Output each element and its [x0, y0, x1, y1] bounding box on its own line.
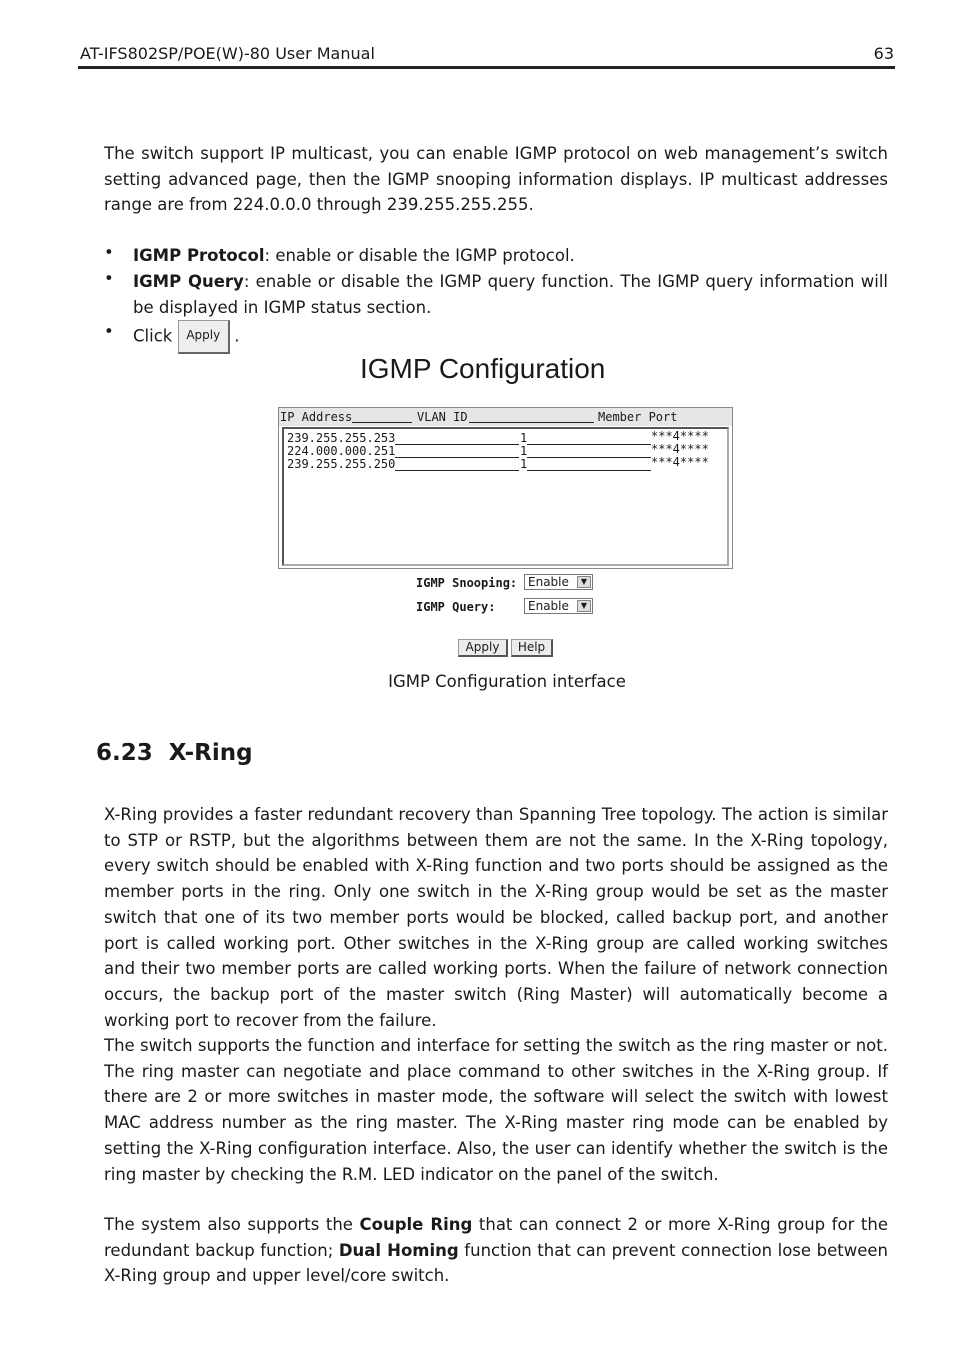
intro-paragraph: The switch support IP multicast, you can enable IGMP protocol on web management’s switch setting advanced page, then the IGMP snooping information displays. IP multicast addresses range are from 224.0.0.0 through 239.255.255.255.	[104, 144, 888, 215]
row-ports: ***4****	[651, 442, 709, 456]
igmp-snooping-value: Enable	[528, 575, 569, 589]
list-item[interactable]	[287, 455, 717, 471]
xring-paragraph-1: X-Ring provides a faster redundant recovery than Spanning Tree topology. The action is similar to STP or RSTP, but the algorithms between them are not the same. In the X-Ring topology, every switch should be enabled with X-Ring function and two ports should be assigned as the member ports in the ring. Only one switch in the X-Ring group would be set as the master switch that one of its two member ports would be blocked, called backup port, and another port is called working port. Other switches in the X-Ring group are called working switches and their two member ports are called working ports. When the failure of network connection occurs, the backup port of the master switch (Ring Master) will automatically become a working port to recover from the failure.	[104, 805, 888, 1030]
bullet-prefix: Click	[133, 326, 173, 346]
section-title: X-Ring	[168, 740, 253, 766]
igmp-snooping-select[interactable]	[524, 574, 593, 590]
igmp-group-list[interactable]	[282, 427, 729, 566]
row-vlan: 1	[520, 431, 528, 445]
figure-title: IGMP Configuration	[360, 353, 606, 384]
bullet-click-apply	[133, 320, 888, 354]
igmp-query-value: Enable	[528, 599, 569, 613]
bullet-term: IGMP Query	[133, 272, 244, 291]
help-button[interactable]: Help	[511, 639, 553, 657]
xring-p3-text: The system also supports the	[104, 1215, 360, 1234]
figure-caption: IGMP Configuration interface	[388, 672, 626, 691]
xring-p3-text: function that can prevent connection lose between X-Ring group and upper level/core switch.	[104, 1240, 888, 1286]
column-member-port: Member Port	[598, 410, 678, 424]
igmp-status-panel	[278, 407, 733, 569]
row-ip: 239.255.255.253	[287, 431, 396, 445]
bullet-igmp-protocol	[133, 243, 888, 269]
xring-paragraph-3	[104, 1212, 888, 1289]
igmp-table-header	[279, 408, 732, 426]
dual-homing-term: Dual Homing	[338, 1240, 459, 1260]
apply-button[interactable]: Apply	[458, 639, 508, 657]
header-title: AT-IFS802SP/POE(W)-80 User Manual	[80, 44, 375, 63]
bullet-marker: •	[104, 269, 114, 288]
column-vlan-id: VLAN ID	[417, 410, 468, 424]
row-ip: 224.000.000.251	[287, 444, 396, 458]
row-vlan: 1	[520, 457, 528, 471]
igmp-query-label: IGMP Query:	[416, 600, 496, 614]
bullet-suffix: .	[234, 326, 240, 346]
inline-apply-button[interactable]: Apply	[178, 320, 230, 354]
bullet-igmp-query	[133, 269, 888, 320]
igmp-snooping-label: IGMP Snooping:	[416, 576, 518, 590]
row-ip: 239.255.255.250	[287, 457, 396, 471]
header-rule	[78, 66, 895, 69]
column-ip-address: IP Address	[280, 410, 353, 424]
bullet-marker: •	[104, 243, 114, 262]
xring-p3-text: that can connect 2 or more X-Ring group for the redundant backup function;	[104, 1215, 889, 1260]
bullet-term: IGMP Protocol	[133, 246, 265, 265]
row-ports: ***4****	[651, 455, 709, 469]
xring-paragraph-2: The switch supports the function and interface for setting the switch as the ring master or not. The ring master can negotiate and place command to other switches in the X-Ring group. If there are 2 or more switches in master mode, the software will select the switch with lowest MAC address number as the ring master. The X-Ring master ring mode can be enabled by setting the X-Ring configuration interface. Also, the user can identify whether the switch is the ring master by checking the R.M. LED indicator on the panel of the switch.	[104, 1036, 888, 1184]
bullet-text: : enable or disable the IGMP query function. The IGMP query information will be displayed in IGMP status section.	[133, 272, 889, 317]
row-ports: ***4****	[651, 429, 709, 443]
chevron-down-icon[interactable]: ▼	[577, 576, 591, 588]
section-number: 6.23	[96, 740, 153, 766]
bullet-marker: •	[104, 322, 114, 341]
row-vlan: 1	[520, 444, 528, 458]
bullet-text: : enable or disable the IGMP protocol.	[264, 246, 575, 265]
page-number: 63	[873, 44, 894, 63]
section-heading	[96, 740, 253, 766]
igmp-query-select[interactable]	[524, 598, 593, 614]
couple-ring-term: Couple Ring	[359, 1215, 473, 1234]
chevron-down-icon[interactable]: ▼	[577, 600, 591, 612]
